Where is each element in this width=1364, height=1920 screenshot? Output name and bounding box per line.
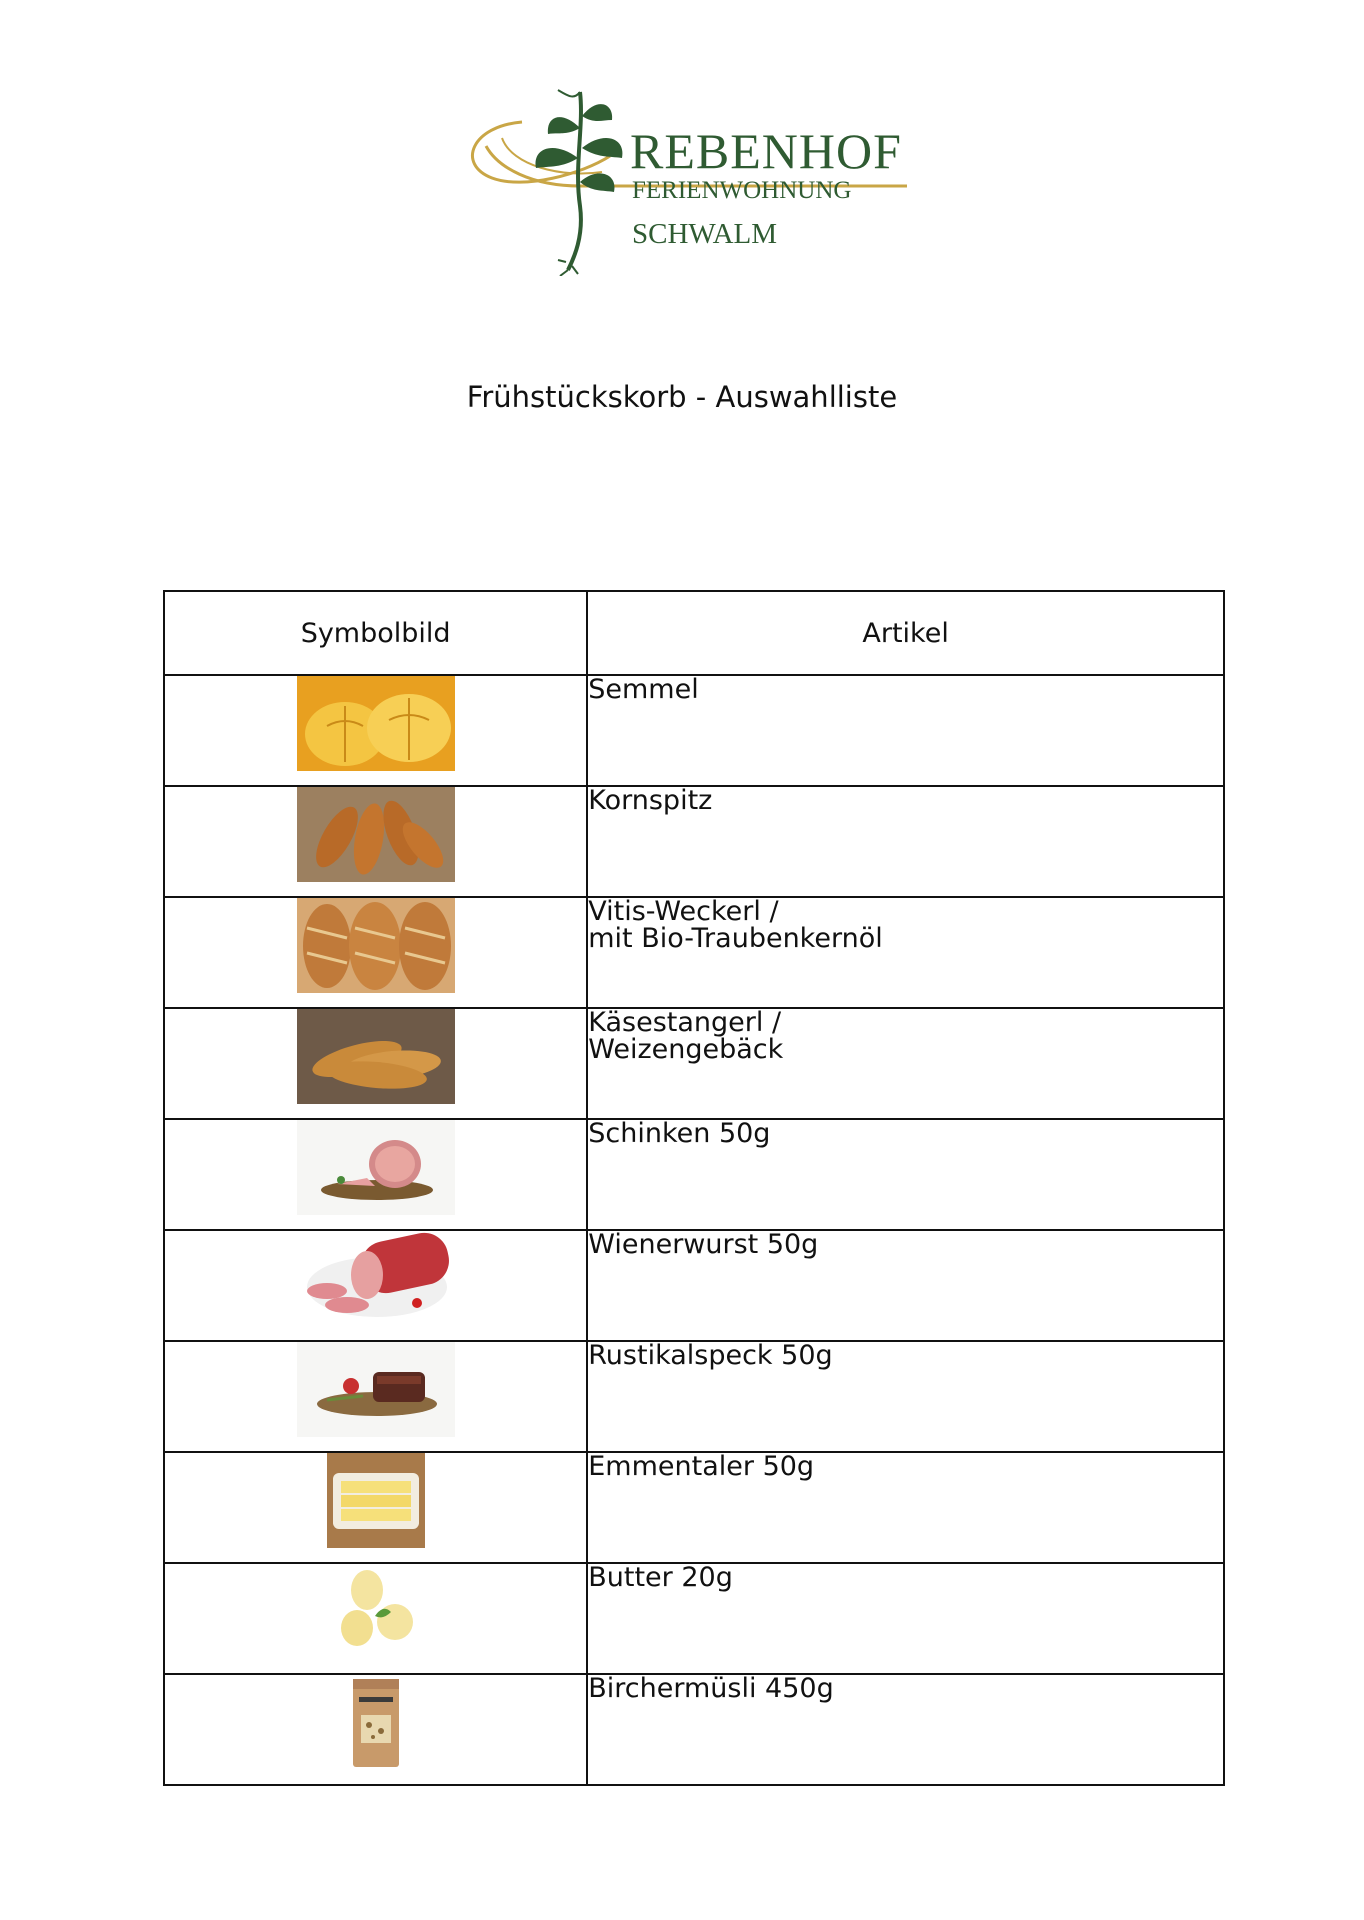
column-header-artikel: Artikel [587, 591, 1224, 675]
table-row [164, 1341, 1224, 1452]
rustikalspeck-image [297, 1342, 455, 1437]
symbol-cell [164, 1452, 587, 1563]
table-row [164, 786, 1224, 897]
artikel-cell: Semmel [587, 675, 1224, 786]
table-row [164, 1230, 1224, 1341]
table-header-row [164, 591, 1224, 675]
artikel-cell: Kornspitz [587, 786, 1224, 897]
table-row [164, 897, 1224, 1008]
kornspitz-image [297, 787, 455, 882]
artikel-cell: Wienerwurst 50g [587, 1230, 1224, 1341]
emmentaler-image [327, 1453, 425, 1548]
schinken-image [297, 1120, 455, 1215]
kaesestangerl-image [297, 1009, 455, 1104]
selection-table [163, 590, 1225, 1786]
symbol-cell [164, 675, 587, 786]
symbol-cell [164, 1008, 587, 1119]
artikel-cell: Vitis-Weckerl / mit Bio-Traubenkernöl [587, 897, 1224, 1008]
table-row [164, 1563, 1224, 1674]
artikel-cell: Rustikalspeck 50g [587, 1341, 1224, 1452]
table-row [164, 1119, 1224, 1230]
brand-subtitle: FERIENWOHNUNG [632, 177, 852, 204]
artikel-cell: Butter 20g [587, 1563, 1224, 1674]
brand-location: SCHWALM [632, 218, 778, 250]
artikel-cell: Käsestangerl / Weizengebäck [587, 1008, 1224, 1119]
symbol-cell [164, 1230, 587, 1341]
wienerwurst-image [297, 1231, 455, 1326]
semmel-image [297, 676, 455, 771]
table-row [164, 1008, 1224, 1119]
symbol-cell [164, 1119, 587, 1230]
brand-name: REBENHOF [630, 123, 902, 179]
birchermuesli-image [349, 1675, 403, 1770]
symbol-cell [164, 1341, 587, 1452]
artikel-cell: Birchermüsli 450g [587, 1674, 1224, 1785]
table-row [164, 1674, 1224, 1785]
symbol-cell [164, 1563, 587, 1674]
symbol-cell [164, 1674, 587, 1785]
butter-image [327, 1564, 425, 1659]
symbol-cell [164, 786, 587, 897]
table-row [164, 1452, 1224, 1563]
column-header-symbolbild: Symbolbild [164, 591, 587, 675]
table-row [164, 675, 1224, 786]
symbol-cell [164, 897, 587, 1008]
page-title: Frühstückskorb - Auswahlliste [466, 380, 898, 414]
logo [462, 86, 912, 276]
artikel-cell: Schinken 50g [587, 1119, 1224, 1230]
vitis-weckerl-image [297, 898, 455, 993]
artikel-cell: Emmentaler 50g [587, 1452, 1224, 1563]
